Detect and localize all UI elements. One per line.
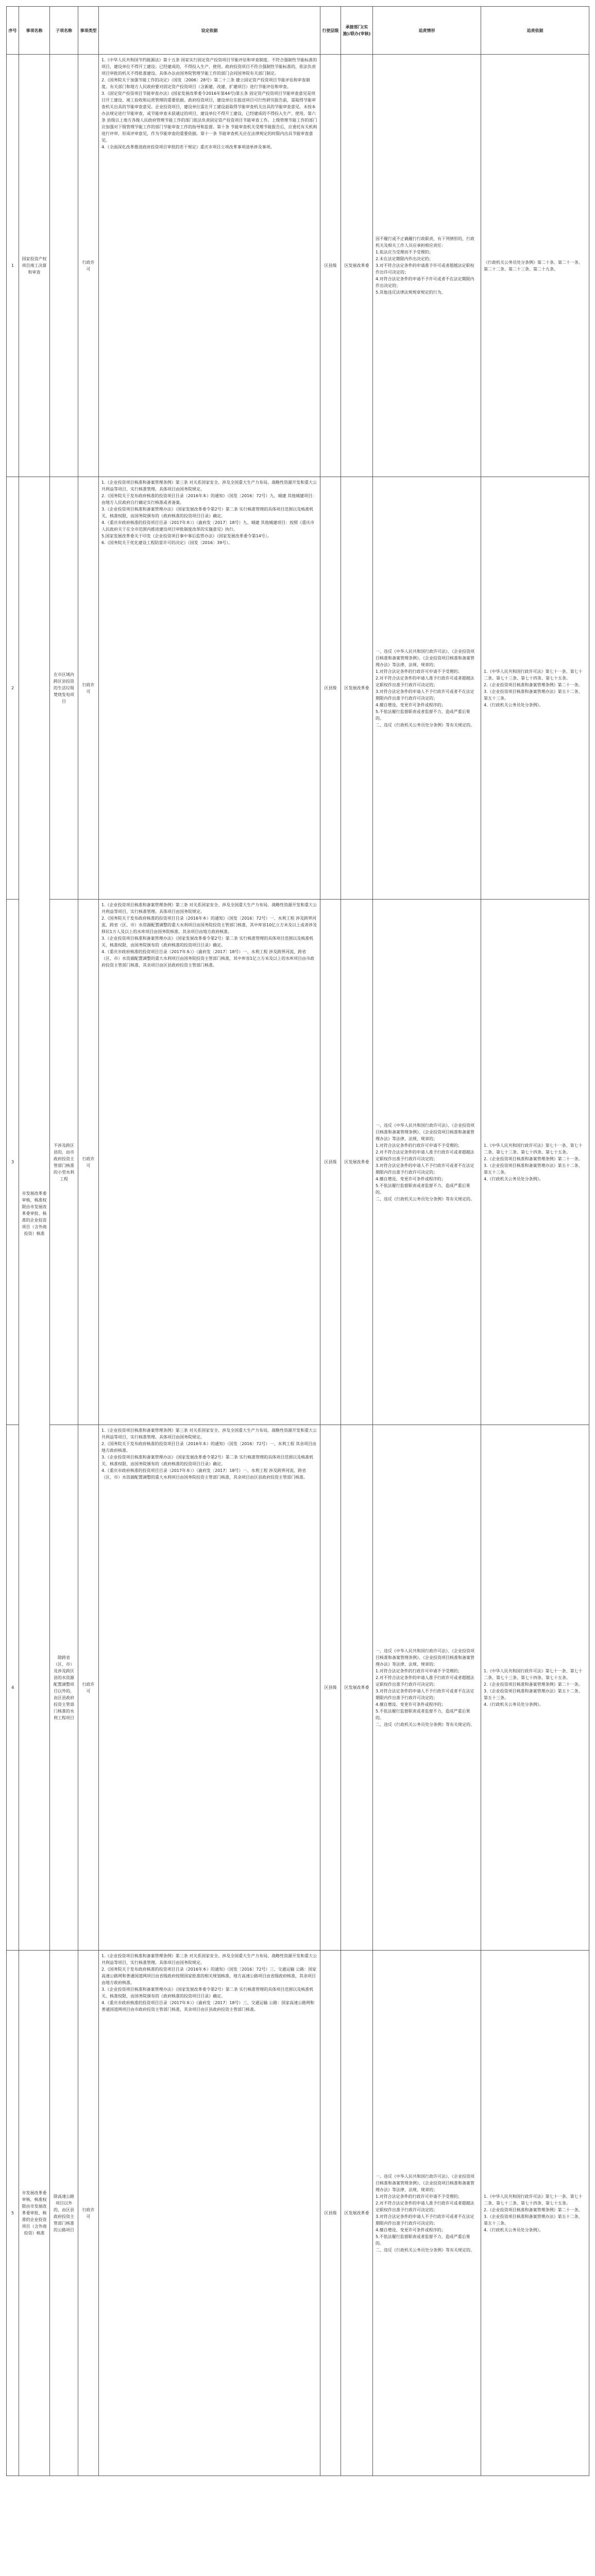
law-text: 1.《中华人民共和国行政许可法》第七十一条、第七十二条、第七十三条、第七十四条、第七十五条。 2.《企业投资项目核准和备案管理条例》第二十一条。 3.《企业投资项目核准和备案管理办法》第五十二条、第五十三条。 4.《行政机关公务员处分条例》。 <box>484 1143 583 1181</box>
header-cell: 承接部门(实施)/联办(审核) <box>341 7 373 55</box>
department: 区发展改革委 <box>341 55 373 477</box>
level: 区县级 <box>320 1951 341 2476</box>
level: 区县级 <box>320 55 341 477</box>
header-cell: 追责情形 <box>373 7 481 55</box>
item-type: 行政许可 <box>78 1425 99 1951</box>
department: 区发展改革委 <box>341 1951 373 2476</box>
table-header-row <box>7 7 589 55</box>
department: 区发展改革委 <box>341 1425 373 1951</box>
table-row <box>7 477 589 900</box>
basis-cell <box>99 900 320 1425</box>
table-row <box>7 900 589 1425</box>
basis-text: 1.《中华人民共和国节约能源法》第十五条 国家实行固定资产投资项目节能评估和审查制度。不符合强制性节能标准的项目，建设单位不得开工建设；已经建成的，不得投入生产、使用。政府投资项目不符合强制性节能标准的，依法负责项目审批的机关不得批准建设。具体办法由国务院管理节能工作的部门会同国务院有关部门制定。 2.《国务院关于加强节能工作的决定》（国发〔2006〕28号）第二十三条 建立固定资产投资项目节能评估和审查制度。有关部门和地方人民政府要对固定资产投资项目（含新建、改建、扩建项目）进行节能评估和审查。 3.《固定资产投资项目节能审查办法》(国家发展改革委令2016年第44号)第五条 固定资产投资项目节能审查意见是项目开工建设、竣工验收和运营管理的重要依据。政府投资项目，建设单位在报送项目可行性研究报告前，需取得节能审查机关出具的节能审查意见。企业投资项目，建设单位需在开工建设前取得节能审查机关出具的节能审查意见。未按本办法规定进行节能审查，或节能审查未获通过的项目，建设单位不得开工建设，已经建成的不得投入生产、使用。第六条 县级以上地方各级人民政府管理节能工作的部门依法负责固定资产投资项目节能审查工作。上级管理节能工作的部门应加强对下级管理节能工作的部门节能审查工作的指导和监督。第十条 节能审查机关受理节能报告后，应委托有关机构进行评审，形成评审意见，作为节能审查的重要依据。第十一条 节能审查机关应在法律规定的时限内出具节能审查意见。 4.《全面深化改革推进政府投资项目审批的若干规定》重庆市项目立项改革事项清单涉及事项。 <box>101 58 317 149</box>
law-cell <box>481 900 589 1425</box>
header-cell: 设定依据 <box>99 7 320 55</box>
item-type: 行政许可 <box>78 55 99 477</box>
basis-text: 1.《企业投资项目核准和备案管理条例》第三条 对关系国家安全、涉及全国重大生产力布局、战略性资源开发和重大公共利益等项目，实行核准管理。具体项目由国务院规定。 2.《国务院关于发布政府核准的投资项目目录（2016年本）的通知》（国发〔2016〕72号）一、水利工程 其余项目由地方政府核准。 3.《企业投资项目核准和备案管理办法》（国家发展改革委令第2号）第二条 实行核准管理的具体项目范围以及核准机关、核准权限，由国务院颁布的《政府核准的投资项目目录》确定。 4.《重庆市政府核准的投资项目目录（2017年本）》（渝府发〔2017〕18号）一、水利工程 涉及跨界河流、跨省（区、市）水资源配置调整的重大水利项目由国务院投资主管部门核准，其余项目由区县政府投资主管部门核准。 <box>101 1428 317 1480</box>
header-cell: 追责依据 <box>481 7 589 55</box>
blame-cell <box>373 55 481 477</box>
header-cell: 事项名称 <box>19 7 50 55</box>
document-page <box>6 6 589 2476</box>
basis-cell <box>99 1951 320 2476</box>
responsibility-table <box>6 6 589 2476</box>
table-row <box>7 1425 589 1951</box>
law-text: 1.《中华人民共和国行政许可法》第七十一条、第七十二条、第七十三条、第七十四条、第七十五条。 2.《企业投资项目核准和备案管理条例》第二十一条。 3.《企业投资项目核准和备案管理办法》第五十二条、第五十三条。 4.《行政机关公务员处分条例》。 <box>484 669 583 707</box>
level: 区县级 <box>320 1425 341 1951</box>
table-row <box>7 55 589 477</box>
blame-text: 一、违反《中华人民共和国行政许可法》、《企业投资项目核准和备案管理条例》、《企业投资项目核准和备案管理办法》等法律、法规、规章的； 1.对符合法定条件的行政许可申请不予受理的； 2.对不符合法定条件的申请人准予行政许可或者超越法定职权作出准予行政许可决定的； 3.对符合法定条件的申请人不予行政许可或者不在法定期限内作出准予行政许可决定的； 4.擅自增设、变更许可条件或程序的； 5.不依法履行监督职责或者监督不力，造成严重后果的。 二、违反《行政机关公务员处分条例》等有关规定的。 <box>376 2174 474 2252</box>
basis-cell <box>99 477 320 900</box>
level: 区县级 <box>320 900 341 1425</box>
item-name: 国家投资产权项目竣工决算和审查 <box>19 55 50 477</box>
sub-item-name: 不涉及跨区县的，由市政府投资主管部门核准的小型水利工程 <box>50 900 78 1425</box>
department: 区发展改革委 <box>341 900 373 1425</box>
level: 区县级 <box>320 477 341 900</box>
blame-cell <box>373 1951 481 2476</box>
sub-item-name: 除跨省（区、市）及涉及跨区县的水资源配置调整项目以外的，由区县政府投资主管部门核准的水利工程项目 <box>50 1425 78 1951</box>
blame-cell <box>373 1425 481 1951</box>
item-name: 市发展改革委审核，核准权限由市发展改革委审批、核准的企业投资项目（含外商投资）核准 <box>19 477 50 1951</box>
item-name: 市发展改革委审核，核准权限由市发展改革委审批、核准的企业投资项目（含外商投资）核准 <box>19 1951 50 2476</box>
row-number: 5 <box>7 1951 19 2476</box>
table-row <box>7 1951 589 2476</box>
blame-text: 一、违反《中华人民共和国行政许可法》、《企业投资项目核准和备案管理条例》、《企业投资项目核准和备案管理办法》等法律、法规、规章的； 1.对符合法定条件的行政许可申请不予受理的； 2.对不符合法定条件的申请人准予行政许可或者超越法定职权作出准予行政许可决定的； 3.对符合法定条件的申请人不予行政许可或者不在法定期限内作出准予行政许可决定的； 4.擅自增设、变更许可条件或程序的； 5.不依法履行监督职责或者监督不力，造成严重后果的。 二、违反《行政机关公务员处分条例》等有关规定的。 <box>376 1123 474 1201</box>
header-cell: 序号 <box>7 7 19 55</box>
basis-text: 1.《企业投资项目核准和备案管理条例》第三条 对关系国家安全、涉及全国重大生产力布局、战略性资源开发和重大公共利益等项目，实行核准管理。具体项目由国务院规定。 2.《国务院关于发布政府核准的投资项目目录（2016年本）的通知》（国发〔2016〕72号）一、水利工程 涉及跨界河流、跨省（区、市）水资源配置调整的重大水利项目由国务院投资主管部门核准，其中库容10亿立方米及以上或者涉及移民1万人及以上的水库项目由国务院核准。其余项目由地方政府核准。 3.《企业投资项目核准和备案管理办法》（国家发展改革委令第2号）第二条 实行核准管理的具体项目范围以及核准机关、核准权限，由国务院颁布的《政府核准的投资项目目录》确定。 4.《重庆市政府核准的投资项目目录（2017年本）》（渝府发〔2017〕18号）一、水利工程 涉及跨界河流、跨省（区、市）水资源配置调整的重大水利项目由国务院投资主管部门核准，其中库容1亿立方米及以上的水库项目由市政府投资主管部门核准，其余项目由区县政府投资主管部门核准。 <box>101 903 317 968</box>
row-number: 2 <box>7 477 19 900</box>
law-text: 《行政机关公务员处分条例》第二十条、第二十一条、第二十二条、第二十三条、第二十九条。 <box>484 260 583 272</box>
basis-cell <box>99 55 320 477</box>
header-cell: 事项类型 <box>78 7 99 55</box>
sub-item-name: 除高速公路项目以外的，由区县政府投资主管部门核准的公路项目 <box>50 1951 78 2476</box>
law-cell <box>481 1951 589 2476</box>
law-cell <box>481 55 589 477</box>
item-type: 行政许可 <box>78 477 99 900</box>
department: 区发展改革委 <box>341 477 373 900</box>
row-number: 1 <box>7 55 19 477</box>
blame-text: 因不履行或不正确履行行政职责，有下列情形的，行政机关及相关工作人员应承担相应责任： 1.依法应当受理而不予受理的； 2.未在法定期限内作出决定的； 3.对不符合法定条件的申请准予许可或者超越法定职权作出许可决定的； 4.对符合法定条件的申请不予许可或者不在法定期限内作出决定的； 5.其他违反法律法规规章规定的行为。 <box>376 236 474 295</box>
basis-text: 1.《企业投资项目核准和备案管理条例》第三条 对关系国家安全、涉及全国重大生产力布局、战略性资源开发和重大公共利益等项目，实行核准管理。具体项目由国务院规定。 2.《国务院关于发布政府核准的投资项目目录（2016年本）的通知》（国发〔2016〕72号）三、交通运输 公路：国家高速公路网和普通国道网项目由省级政府按照国家批准的相关规划核准，地方高速公路项目由省级政府核准，其余项目由地方政府核准。 3.《企业投资项目核准和备案管理办法》（国家发展改革委令第2号）第二条 实行核准管理的具体项目范围以及核准机关、核准权限，由国务院颁布的《政府核准的投资项目目录》确定。 4.《重庆市政府核准的投资项目目录（2017年本）》（渝府发〔2017〕18号）三、交通运输 公路：国家高速公路网和普通国道网项目由市政府投资主管部门核准，其余项目由区县政府投资主管部门核准。 <box>101 1954 317 2012</box>
blame-cell <box>373 477 481 900</box>
law-cell <box>481 1425 589 1951</box>
law-text: 1.《中华人民共和国行政许可法》第七十一条、第七十二条、第七十三条、第七十四条、第七十五条。 2.《企业投资项目核准和备案管理条例》第二十一条。 3.《企业投资项目核准和备案管理办法》第五十二条、第五十三条。 4.《行政机关公务员处分条例》。 <box>484 2194 583 2232</box>
header-cell: 行使层级 <box>320 7 341 55</box>
blame-text: 一、违反《中华人民共和国行政许可法》、《企业投资项目核准和备案管理条例》、《企业投资项目核准和备案管理办法》等法律、法规、规章的； 1.对符合法定条件的行政许可申请不予受理的； 2.对不符合法定条件的申请人准予行政许可或者超越法定职权作出准予行政许可决定的； 3.对符合法定条件的申请人不予行政许可或者不在法定期限内作出准予行政许可决定的； 4.擅自增设、变更许可条件或程序的； 5.不依法履行监督职责或者监督不力，造成严重后果的。 二、违反《行政机关公务员处分条例》等有关规定的。 <box>376 1648 474 1727</box>
row-number: 3 <box>7 900 19 1425</box>
item-type: 行政许可 <box>78 1951 99 2476</box>
basis-cell <box>99 1425 320 1951</box>
sub-item-name <box>50 55 78 477</box>
header-cell: 子项名称 <box>50 7 78 55</box>
row-number: 4 <box>7 1425 19 1951</box>
law-text: 1.《中华人民共和国行政许可法》第七十一条、第七十二条、第七十三条、第七十四条、第七十五条。 2.《企业投资项目核准和备案管理条例》第二十一条。 3.《企业投资项目核准和备案管理办法》第五十二条、第五十三条。 4.《行政机关公务员处分条例》。 <box>484 1668 583 1707</box>
blame-cell <box>373 900 481 1425</box>
basis-text: 1.《企业投资项目核准和备案管理条例》第三条 对关系国家安全、涉及全国重大生产力布局、战略性资源开发和重大公共利益等项目，实行核准管理。具体项目由国务院规定。 2.《国务院关于发布政府核准的投资项目目录（2016年本）的通知》（国发〔2016〕72号）九、城建 其他城建项目：由地方人民政府自行确定实行核准或者备案。 3.《企业投资项目核准和备案管理办法》（国家发展改革委令第2号）第二条 实行核准管理的具体项目范围以及核准机关、核准权限，由国务院颁布的《政府核准的投资项目目录》确定。 4.《重庆市政府核准的投资项目目录（2017年本）》（渝府发〔2017〕18号）九、城建 其他城建项目：按照《重庆市人民政府关于在全市范围内推进建设项目审批制度改革的实施意见》执行。 5.国家发展改革委关于印发《企业投资项目事中事后监管办法》（国家发展改革委令第14号）。 6.《国务院关于优化建设工程防雷许可的决定》（国发〔2016〕39号）。 <box>101 480 317 545</box>
sub-item-name: 在市区域内跨区县投资的生活垃圾焚烧发电项目 <box>50 477 78 900</box>
item-type: 行政许可 <box>78 900 99 1425</box>
blame-text: 一、违反《中华人民共和国行政许可法》、《企业投资项目核准和备案管理条例》、《企业投资项目核准和备案管理办法》等法律、法规、规章的； 1.对符合法定条件的行政许可申请不予受理的； 2.对不符合法定条件的申请人准予行政许可或者超越法定职权作出准予行政许可决定的； 3.对符合法定条件的申请人不予行政许可或者不在法定期限内作出准予行政许可决定的； 4.擅自增设、变更许可条件或程序的； 5.不依法履行监督职责或者监督不力，造成严重后果的。 二、违反《行政机关公务员处分条例》等有关规定的。 <box>376 649 474 727</box>
law-cell <box>481 477 589 900</box>
